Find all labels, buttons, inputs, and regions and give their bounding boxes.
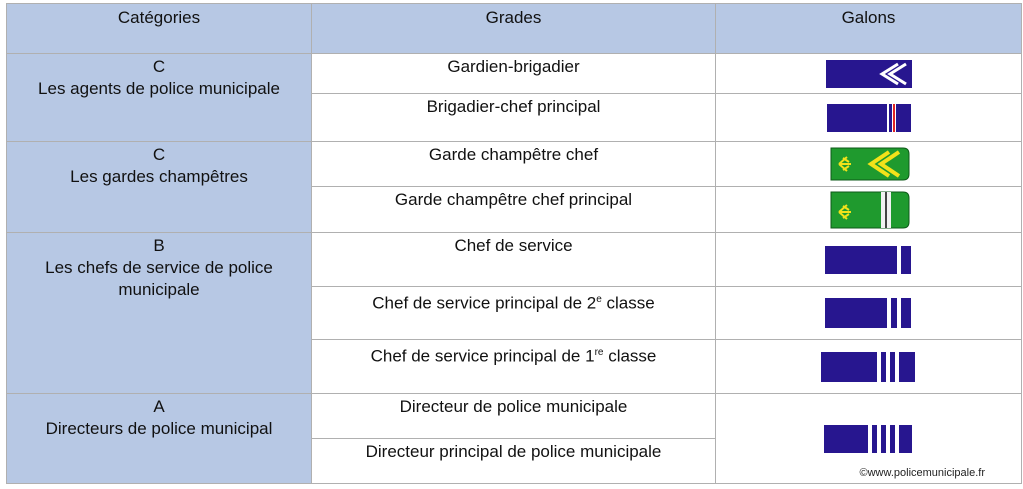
rank-garde-principal-icon xyxy=(827,190,911,230)
galon-cell xyxy=(716,54,1022,94)
grade-cell: Directeur de police municipale xyxy=(312,394,716,439)
grades-table xyxy=(6,3,1022,484)
rank-chef-principal-1-icon xyxy=(821,352,917,382)
grade-cell: Chef de service xyxy=(312,233,716,287)
rank-bars-icon xyxy=(827,104,911,132)
rank-directeur-icon xyxy=(824,425,914,453)
category-cell xyxy=(7,233,312,394)
galon-cell xyxy=(716,340,1022,394)
header-categories: Catégories xyxy=(7,4,312,54)
grade-cell: Gardien-brigadier xyxy=(312,54,716,94)
grade-cell: Garde champêtre chef principal xyxy=(312,187,716,233)
rank-chevron-icon xyxy=(826,60,912,88)
category-name: Directeurs de police municipal xyxy=(45,419,273,438)
galon-cell xyxy=(716,94,1022,142)
header-row xyxy=(7,4,1022,54)
category-letter: C xyxy=(152,57,166,76)
table-row xyxy=(7,233,1022,287)
category-cell xyxy=(7,54,312,142)
category-name: Les gardes champêtres xyxy=(70,167,248,186)
grade-cell: Chef de service principal de 2e classe xyxy=(312,287,716,340)
grade-cell: Chef de service principal de 1re classe xyxy=(312,340,716,394)
grade-cell: Brigadier-chef principal xyxy=(312,94,716,142)
table-row xyxy=(7,394,1022,439)
category-letter: C xyxy=(152,145,166,164)
header-grades: Grades xyxy=(312,4,716,54)
category-letter: B xyxy=(153,236,165,255)
category-name: Les agents de police municipale xyxy=(38,79,280,98)
table-row xyxy=(7,142,1022,187)
category-letter: A xyxy=(153,397,165,416)
galon-cell xyxy=(716,394,1022,484)
galon-cell xyxy=(716,142,1022,187)
galon-cell xyxy=(716,233,1022,287)
rank-chef-service-icon xyxy=(825,246,913,274)
rank-garde-chef-icon xyxy=(827,144,911,184)
galon-cell xyxy=(716,187,1022,233)
category-name: Les chefs de service de police municipale xyxy=(45,258,273,299)
galon-cell xyxy=(716,287,1022,340)
header-galons: Galons xyxy=(716,4,1022,54)
category-cell xyxy=(7,142,312,233)
category-cell xyxy=(7,394,312,484)
grade-cell: Directeur principal de police municipale xyxy=(312,439,716,484)
rank-chef-principal-2-icon xyxy=(825,298,913,328)
table-row xyxy=(7,54,1022,94)
grade-cell: Garde champêtre chef xyxy=(312,142,716,187)
credit-text: ©www.policemunicipale.fr xyxy=(859,467,985,479)
